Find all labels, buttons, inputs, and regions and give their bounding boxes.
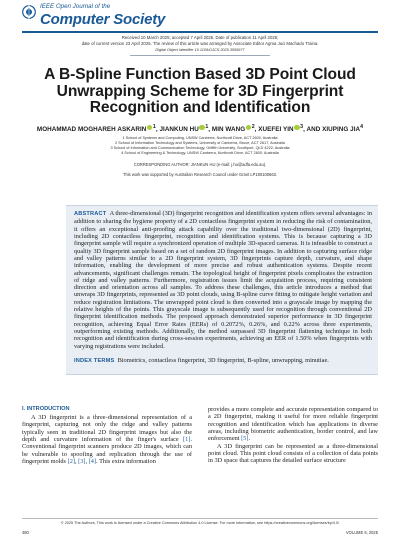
affiliation-mark: 4 bbox=[360, 124, 364, 130]
paragraph bbox=[208, 406, 378, 443]
orcid-icon[interactable] bbox=[294, 125, 300, 131]
funding-note: This work was supported by Australian Research Council under Grant LP180100663. bbox=[122, 172, 278, 177]
author-name: , AND XIUPING JIA bbox=[303, 126, 361, 134]
author-name: , JIANKUN HU bbox=[155, 126, 199, 134]
publication-dates bbox=[22, 35, 378, 46]
page-number: 480 bbox=[22, 530, 29, 535]
author-name: , XUEFEI YIN bbox=[254, 126, 294, 134]
journal-title: Computer Society bbox=[40, 11, 166, 28]
body-column-right bbox=[208, 406, 378, 465]
affiliation-mark: 1 bbox=[205, 124, 209, 130]
text-run: A 3D fingerprint is a three-dimensional representation of a fingerprint, capturing not only the ridge and valley patterns typically seen in traditional 2D fingerprint images but also the depth and curvature information of the finger's surface bbox=[22, 414, 192, 443]
text-run: . Conventional fingerprint scanners produce 2D images, which can be vulnerable to spoofing and replication through the use of fingerprint molds bbox=[22, 435, 192, 465]
affiliation-line: 3 School of Information and Communication Technology, Griffith University, Southport, QLD 4222, Australia bbox=[110, 146, 290, 150]
orcid-icon[interactable] bbox=[199, 125, 205, 131]
author-name: MOHAMMAD MOGHAREH ASKARIN bbox=[36, 126, 147, 134]
citation-link[interactable]: [5] bbox=[241, 435, 249, 443]
affiliations bbox=[22, 136, 378, 156]
citation-link[interactable]: [4] bbox=[88, 457, 97, 465]
affiliation-mark: 1 bbox=[152, 124, 156, 130]
orcid-icon[interactable] bbox=[246, 125, 252, 131]
body-column-left bbox=[22, 414, 192, 465]
index-terms bbox=[74, 357, 372, 364]
affiliation-mark: 2 bbox=[251, 124, 255, 130]
index-terms-label: INDEX TERMS bbox=[74, 358, 115, 364]
section-heading: I. INTRODUCTION bbox=[22, 406, 70, 412]
author-name: , MIN WANG bbox=[208, 126, 246, 134]
doi-rule bbox=[130, 55, 270, 56]
citation-link[interactable]: [2] bbox=[67, 457, 75, 465]
text-run: , bbox=[85, 457, 89, 465]
paper-title: A B-Spline Function Based 3D Point Cloud Unwrapping Scheme for 3D Fingerprint Recognition and Identification bbox=[44, 66, 356, 116]
abstract-text: A three-dimensional (3D) fingerprint recognition and identification system offers several advantages: in addition to sharing the hygiene property of a 2D contactless fingerprint system in reducing the risk of contamination, it offers an exceptional anti-proofing attack capability over the traditional two-dimensional (2D) fingerprint, including 2D contactless fingerprint, recognition and identification systems. This is because capturing a 3D fingerprint sample will require a synchronized operation of multiple 3D-spaced cameras. It is infeasible to construct a quality 3D fingerprint sample based on a set of random 2D fingerprint images. In addition to capturing surface ridge and valley patterns similar to a 2D fingerprint system, 3D fingerprints capture depth, curvature, and shape information, enabling the development of more precise and robust authentication systems. Despite recent advancements, significant challenges remain. The topological height of fingerprint pixels complicates the extraction of ridge and valley patterns. Furthermore, registration issues limit the acquisition process, requiring consistent direction and orientation across all samples. To address these challenges, this article introduces a method that unwraps 3D fingerprints, represented as 3D point clouds, using B-spline curve fitting to mitigate height variation and reduce registration limitations. The unwrapped point cloud is then converted into a grayscale image by mapping the relative heights of the points. This grayscale image is subsequently used for recognition through conventional 2D fingerprint identification methods. The proposed approach demonstrated superior performance in 3D fingerprint recognition, achieving Equal Error Rates (EERs) of 0.2072%, 0.26%, and 0.22% across three experiments, outperforming existing methods. Additionally, the method surpassed 3D fingerprint flattening technique in both recognition and identification during cross-session experiments, achieving an EER of 1.50% when fingerprints with varying registrations were included. bbox=[74, 210, 372, 350]
affiliation-line: 1 School of Systems and Computing, UNSW Canberra, Northcott Drive, ACT 2600, Australia bbox=[122, 136, 278, 140]
journal-subtitle: IEEE Open Journal of the bbox=[40, 3, 111, 10]
ieee-oj-logo-icon bbox=[22, 5, 36, 19]
affiliation-line: 2 School of Information Technology and Systems, University of Canberra, Bruce, ACT 2617, Australia bbox=[115, 141, 285, 145]
doi-line: Digital Object Identifier 10.1109/OJCS.2025.3559977 bbox=[155, 48, 245, 52]
index-terms-text: Biometrics, contactless fingerprint, 3D fingerprint, B-spline, unwrapping, minutiae. bbox=[117, 357, 329, 364]
paragraph bbox=[22, 414, 192, 465]
citation-link[interactable]: [1] bbox=[183, 435, 191, 443]
text-run: provides a more complete and accurate representation compared to a 2D fingerprint, making it useful for more reliable fingerprint recognition and identification which has applications in diverse areas, including biometric authentication, border control, and law enforcement bbox=[208, 406, 378, 443]
author-list bbox=[10, 124, 390, 133]
paragraph: A 3D fingerprint can be represented as a three-dimensional point cloud. This point cloud consists of a collection of data points in 3D space that captures the detailed surface structure bbox=[208, 442, 378, 465]
header-rule bbox=[22, 31, 378, 33]
text-run: . This extra information bbox=[96, 457, 156, 465]
abstract bbox=[74, 210, 372, 350]
affiliation-mark: 3 bbox=[300, 124, 304, 130]
citation-link[interactable]: [3] bbox=[78, 457, 86, 465]
footer-rule bbox=[22, 518, 378, 519]
current-version-line: date of current version 23 April 2025. The review of this article was arranged by Associate Editor Agma Juci Machado Traina. bbox=[81, 40, 319, 46]
abstract-label: ABSTRACT bbox=[74, 211, 107, 217]
text-run: , bbox=[74, 457, 79, 465]
volume-label: VOLUME 6, 2025 bbox=[345, 530, 378, 535]
orcid-icon[interactable] bbox=[147, 125, 153, 131]
license-note: © 2025 The Authors. This work is licensed under a Creative Commons Attribution 4.0 License. For more information, see https://creativecommons.org/licenses/by/4.0/ bbox=[60, 521, 340, 525]
text-run: . bbox=[248, 435, 251, 443]
affiliation-line: 4 School of Engineering & Technology, UNSW Canberra, Northcott Drive, ACT 2600, Australia bbox=[121, 151, 279, 155]
received-line: Received 10 March 2025; accepted 7 April 2025. Date of publication 11 April 2025; bbox=[121, 35, 279, 40]
corresponding-author: CORRESPONDING AUTHOR: JIANKUN HU (e-mail: j.hu@adfa.edu.au). bbox=[133, 162, 267, 167]
